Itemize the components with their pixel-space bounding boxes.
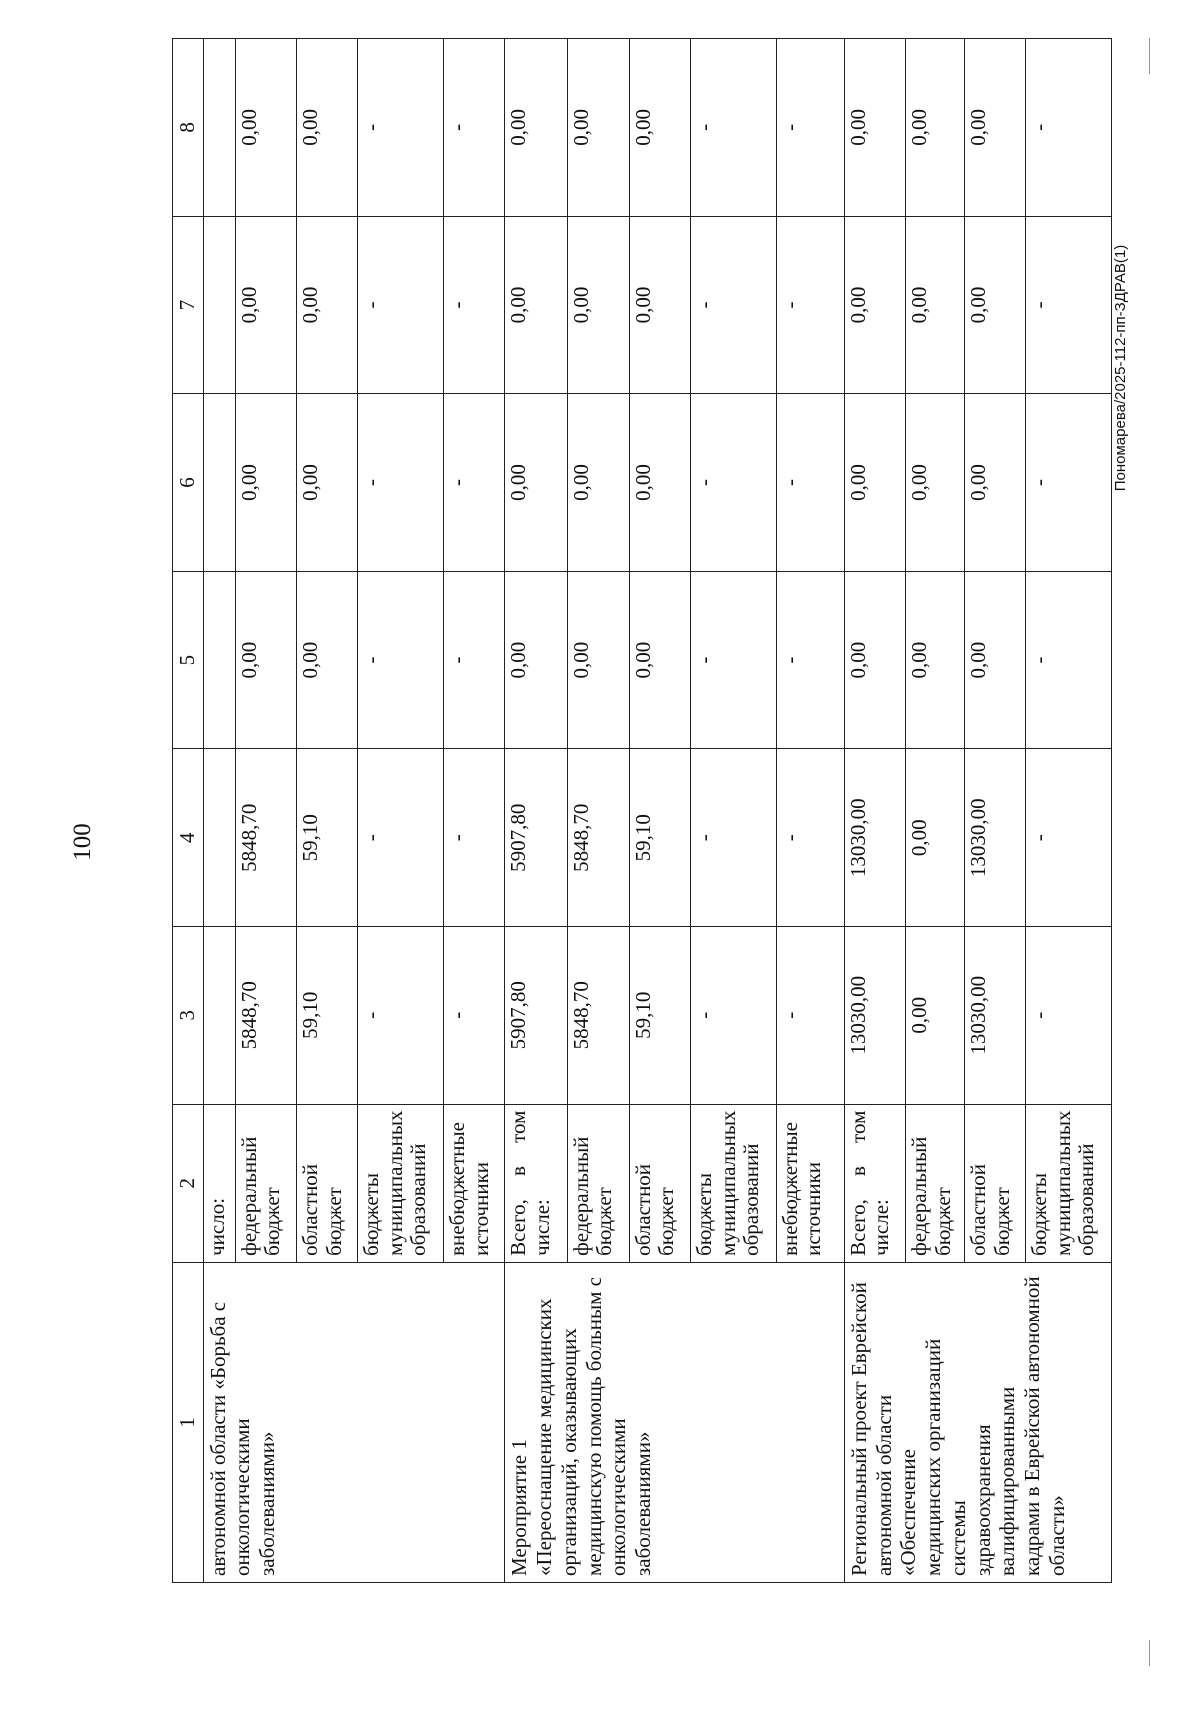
amount-cell: 0,00 [844, 39, 905, 217]
amount-cell: 59,10 [629, 926, 690, 1104]
amount-cell: - [444, 394, 505, 572]
amount-cell: 5907,80 [505, 749, 567, 927]
measure-title-line: кадрами в Еврейской автономной [1020, 1276, 1045, 1576]
amount-cell: 0,00 [906, 749, 965, 927]
amount-cell: - [358, 39, 444, 217]
measure-title-cell [203, 1262, 505, 1582]
funding-source-cell [906, 1104, 965, 1262]
amount-cell: 0,00 [906, 216, 965, 394]
measure-title-line: организаций, оказывающих [556, 1328, 581, 1576]
funding-source-cell [844, 1104, 905, 1262]
amount-cell: 0,00 [965, 39, 1026, 217]
amount-cell: 0,00 [505, 39, 567, 217]
scan-edge-mark [1149, 38, 1150, 74]
funding-source-line: образований [406, 1143, 431, 1256]
funding-source-line: внебюджетные [777, 1122, 802, 1256]
amount-cell: - [691, 394, 777, 572]
amount-cell: - [691, 39, 777, 217]
header-row [173, 39, 204, 1583]
amount-cell: 0,00 [629, 216, 690, 394]
funding-source-cell [629, 1104, 690, 1262]
amount-cell: 0,00 [235, 39, 296, 217]
funding-source-line: бюджеты [359, 1173, 384, 1256]
column-header: 2 [173, 1104, 204, 1262]
funding-source-line: числе: [869, 1199, 894, 1256]
amount-cell: - [1026, 749, 1112, 927]
column-header: 6 [173, 394, 204, 572]
table-row [203, 39, 235, 1583]
amount-cell: 0,00 [844, 216, 905, 394]
amount-cell: - [358, 216, 444, 394]
measure-title-line: медицинскую помощь больным с [581, 1277, 606, 1576]
amount-cell: 0,00 [297, 394, 358, 572]
amount-cell: 13030,00 [844, 926, 905, 1104]
page-number: 100 [69, 823, 96, 861]
funding-source-cell [235, 1104, 296, 1262]
funding-source-line: федеральный [236, 1136, 261, 1256]
funding-source-cell [203, 1104, 235, 1262]
amount-cell: 0,00 [505, 394, 567, 572]
funding-source-line: федеральный [568, 1136, 593, 1256]
funding-source-cell [567, 1104, 629, 1262]
amount-cell: - [691, 749, 777, 927]
amount-cell: - [776, 216, 844, 394]
measure-title-line: онкологическими заболеваниями» [606, 1418, 656, 1576]
funding-source-line: муниципальных [1050, 1110, 1075, 1256]
amount-cell: 0,00 [567, 39, 629, 217]
amount-cell: - [1026, 571, 1112, 749]
funding-source-line: муниципальных [715, 1110, 740, 1256]
amount-cell: - [444, 216, 505, 394]
amount-cell: 5848,70 [235, 749, 296, 927]
funding-source-line: источники [468, 1161, 493, 1256]
amount-cell: - [691, 571, 777, 749]
funding-source-line: областной [630, 1163, 655, 1256]
amount-cell: - [444, 571, 505, 749]
measure-title-line: «Переоснащение медицинских [532, 1298, 556, 1576]
measure-title-line: Региональный проект Еврейской [846, 1282, 871, 1576]
funding-source-cell [776, 1104, 844, 1262]
amount-cell: - [1026, 926, 1112, 1104]
amount-cell: 0,00 [297, 39, 358, 217]
funding-source-line: бюджет [592, 1187, 617, 1256]
funding-source-line: источники [801, 1161, 826, 1256]
funding-source-line: областной [298, 1163, 323, 1256]
amount-cell: 59,10 [629, 749, 690, 927]
measure-title-line: области» [1044, 1495, 1069, 1576]
amount-cell: - [691, 216, 777, 394]
amount-cell: 5848,70 [567, 749, 629, 927]
amount-cell: 0,00 [297, 571, 358, 749]
funding-source-line: бюджет [260, 1187, 285, 1256]
amount-cell: - [444, 926, 505, 1104]
measure-title-cell [505, 1262, 845, 1582]
amount-cell: - [776, 571, 844, 749]
funding-source-cell [965, 1104, 1026, 1262]
column-header: 5 [173, 571, 204, 749]
measure-title-line: автономной области «Обеспечение [871, 1394, 921, 1576]
amount-cell: 59,10 [297, 749, 358, 927]
funding-source-line: внебюджетные [445, 1122, 470, 1256]
amount-cell: 0,00 [567, 394, 629, 572]
amount-cell [203, 394, 235, 572]
amount-cell: 0,00 [906, 39, 965, 217]
funding-source-line: федеральный [907, 1136, 932, 1256]
funding-source-cell [1026, 1104, 1112, 1262]
column-header: 3 [173, 926, 204, 1104]
amount-cell: 0,00 [965, 394, 1026, 572]
amount-cell: 13030,00 [844, 749, 905, 927]
funding-source-line: Всего, в том [845, 1110, 870, 1256]
table-row [844, 39, 905, 1583]
amount-cell: 0,00 [567, 216, 629, 394]
funding-source-line: бюджеты [692, 1173, 717, 1256]
column-header: 4 [173, 749, 204, 927]
funding-source-line: муниципальных [382, 1110, 407, 1256]
amount-cell: 0,00 [906, 926, 965, 1104]
column-header: 8 [173, 39, 204, 217]
amount-cell [203, 216, 235, 394]
funding-source-line: Всего, в том [506, 1110, 531, 1256]
measure-title-line: здравоохранения валифицированными [970, 1386, 1020, 1576]
amount-cell: 59,10 [297, 926, 358, 1104]
measure-title-line: Мероприятие 1 [507, 1439, 532, 1576]
amount-cell: - [1026, 216, 1112, 394]
amount-cell: 0,00 [844, 394, 905, 572]
measure-title-line: онкологическими заболеваниями» [230, 1418, 280, 1576]
amount-cell: - [691, 926, 777, 1104]
measure-title-cell [844, 1262, 1111, 1582]
amount-cell [203, 926, 235, 1104]
amount-cell: 0,00 [844, 571, 905, 749]
table-row [505, 39, 567, 1583]
funding-source-line: числе: [529, 1199, 554, 1256]
amount-cell: 0,00 [965, 571, 1026, 749]
amount-cell: 13030,00 [965, 926, 1026, 1104]
amount-cell: 0,00 [965, 216, 1026, 394]
amount-cell: 0,00 [235, 394, 296, 572]
amount-cell [203, 39, 235, 217]
amount-cell: - [1026, 39, 1112, 217]
amount-cell [203, 749, 235, 927]
document-reference: Пономарева/2025-112-пп-ЗДРАВ(1) [1112, 244, 1129, 492]
amount-cell: 0,00 [235, 216, 296, 394]
funding-source-cell [691, 1104, 777, 1262]
funding-source-line: бюджет [321, 1187, 346, 1256]
amount-cell: 0,00 [297, 216, 358, 394]
amount-cell: 5848,70 [235, 926, 296, 1104]
amount-cell: - [776, 749, 844, 927]
amount-cell: 0,00 [906, 394, 965, 572]
amount-cell: 5848,70 [567, 926, 629, 1104]
amount-cell: 13030,00 [965, 749, 1026, 927]
measure-title-line: автономной области «Борьба с [205, 1301, 230, 1576]
amount-cell: - [444, 749, 505, 927]
measure-title-line: медицинских организаций системы [921, 1338, 970, 1576]
amount-cell: 0,00 [235, 571, 296, 749]
funding-source-line: областной [966, 1163, 990, 1256]
amount-cell: 0,00 [906, 571, 965, 749]
funding-source-line: бюджет [930, 1187, 955, 1256]
amount-cell: 0,00 [567, 571, 629, 749]
amount-cell: - [358, 571, 444, 749]
amount-cell [203, 571, 235, 749]
funding-source-cell [358, 1104, 444, 1262]
amount-cell: - [358, 926, 444, 1104]
scan-edge-mark [1149, 1640, 1150, 1666]
funding-source-line: бюджет [989, 1187, 1014, 1256]
amount-cell: 0,00 [505, 571, 567, 749]
amount-cell: 0,00 [629, 39, 690, 217]
amount-cell: - [358, 749, 444, 927]
amount-cell: 0,00 [629, 571, 690, 749]
budget-table-wrapper [172, 38, 1112, 1583]
amount-cell: - [776, 394, 844, 572]
funding-source-line: число: [204, 1197, 229, 1256]
funding-source-line: образований [739, 1143, 764, 1256]
amount-cell: - [776, 39, 844, 217]
amount-cell: - [1026, 394, 1112, 572]
funding-source-line: бюджет [654, 1187, 679, 1256]
funding-source-line: бюджеты [1027, 1173, 1052, 1256]
column-header: 7 [173, 216, 204, 394]
funding-source-cell [444, 1104, 505, 1262]
funding-source-line: образований [1074, 1143, 1099, 1256]
funding-source-cell [505, 1104, 567, 1262]
amount-cell: 0,00 [629, 394, 690, 572]
amount-cell: - [776, 926, 844, 1104]
amount-cell: - [444, 39, 505, 217]
funding-source-cell [297, 1104, 358, 1262]
budget-table [172, 38, 1112, 1583]
column-header: 1 [173, 1262, 204, 1582]
amount-cell: - [358, 394, 444, 572]
amount-cell: 5907,80 [505, 926, 567, 1104]
amount-cell: 0,00 [505, 216, 567, 394]
